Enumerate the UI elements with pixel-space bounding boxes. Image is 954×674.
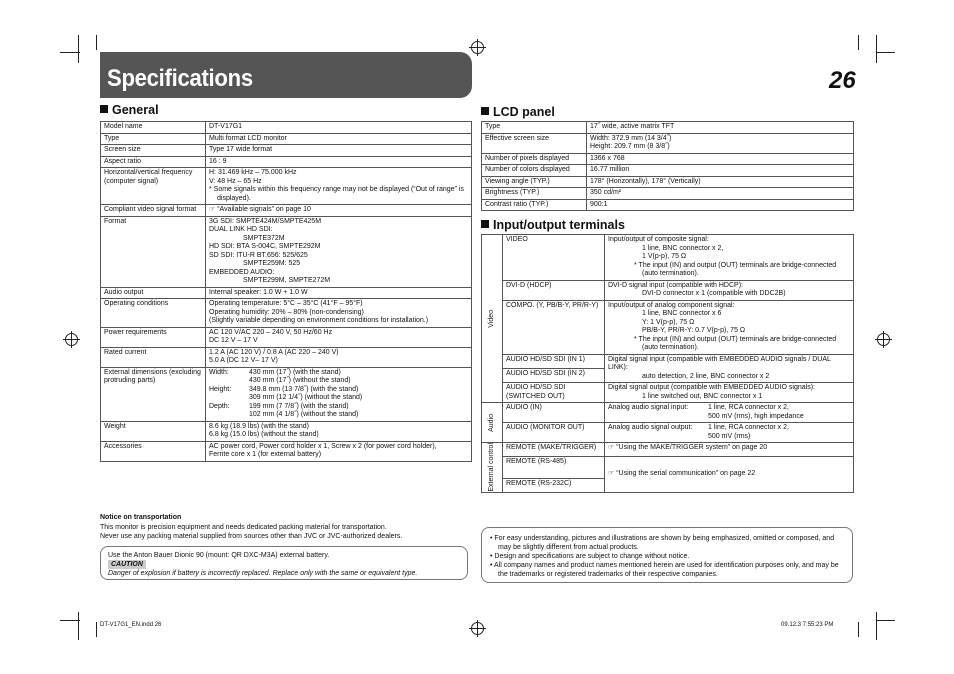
table-row: [482, 403, 854, 423]
spec-value: [206, 421, 472, 441]
general-heading: General: [100, 103, 159, 118]
spec-key: Compliant video signal format: [101, 205, 206, 217]
spec-key: Accessories: [101, 441, 206, 461]
spec-line: Digital signal input (compatible with EMBEDDED AUDIO signals / DUAL LINK):: [608, 355, 831, 371]
note-item: • Design and specifications are subject to change without notice.: [490, 553, 690, 560]
spec-key: Operating conditions: [101, 299, 206, 328]
dimension-line: 430 mm (17˝) (with the stand): [249, 368, 341, 376]
spec-line: DC 12 V – 17 V: [209, 337, 258, 344]
dimension-values: [249, 403, 468, 420]
table-row: [101, 145, 472, 157]
spec-line: 1 line, RCA connector x 2,: [708, 424, 789, 431]
page-title: Specifications: [107, 65, 253, 92]
dimension-group: [209, 403, 468, 420]
battery-note: Use the Anton Bauer Dionic 90 (mount: QR DXC-M3A) external battery.: [108, 552, 330, 559]
square-bullet-icon: [100, 105, 108, 113]
footer-timestamp: 09.12.3 7:55:23 PM: [781, 622, 834, 628]
spec-line: Height: 209.7 mm (8 3/8˝): [590, 143, 670, 150]
spec-value: [605, 423, 854, 443]
spec-line: 1.2 A (AC 120 V) / 0.8 A (AC 220 – 240 V): [209, 348, 339, 356]
spec-key: REMOTE (RS-485): [503, 457, 605, 479]
spec-key: Aspect ratio: [101, 156, 206, 168]
table-row: [101, 205, 472, 217]
spec-line: 1 line, BNC connector x 2,: [642, 244, 724, 252]
spec-value: [206, 133, 472, 145]
dimension-group: [209, 369, 468, 386]
transport-notice: [100, 513, 480, 542]
spec-key: Contrast ratio (TYP.): [482, 199, 587, 211]
group-label: Video: [487, 309, 495, 328]
spec-line: DVI-D connector x 1 (compatible with DDC2B): [642, 290, 786, 297]
spec-value: [587, 153, 854, 165]
spec-line: 500 mV (rms), high impedance: [708, 412, 804, 420]
spec-line: 6.8 kg (15.0 lbs) (without the stand): [209, 431, 319, 438]
dimension-line: 430 mm (17˝) (without the stand): [249, 377, 351, 384]
dimension-label: Depth:: [209, 402, 230, 410]
square-bullet-icon: [481, 220, 489, 228]
spec-line: 350 cd/m²: [590, 189, 622, 196]
spec-value: [587, 122, 854, 134]
spec-value: [206, 299, 472, 328]
spec-key: External dimensions (excluding protruding parts): [101, 367, 206, 421]
table-row: [101, 168, 472, 205]
spec-value: [605, 383, 854, 403]
group-cell: [482, 235, 503, 403]
spec-value: [206, 287, 472, 299]
spec-line: 1366 x 768: [590, 154, 625, 162]
spec-value: [587, 199, 854, 211]
spec-line: 1 line switched out, BNC connector x 1: [642, 392, 763, 400]
spec-key: Number of colors displayed: [482, 165, 587, 177]
table-row: [482, 153, 854, 165]
spec-key: VIDEO: [503, 235, 605, 281]
table-row: [101, 421, 472, 441]
spec-value: [605, 354, 854, 383]
spec-line: Width: 372.9 mm (14 3/4˝): [590, 134, 672, 142]
audio-label: Analog audio signal input:: [608, 404, 689, 411]
spec-value: [587, 188, 854, 200]
dimension-line: 199 mm (7 7/8˝) (with the stand): [249, 402, 349, 410]
spec-key: Model name: [101, 122, 206, 134]
spec-value: [206, 145, 472, 157]
spec-line: ☞ “Available signals” on page 10: [209, 206, 311, 213]
io-spec-table: [481, 234, 854, 493]
table-row: [482, 443, 854, 457]
spec-line: Ferrite core x 1 (for external battery): [209, 451, 322, 458]
table-row: [101, 327, 472, 347]
spec-key: Format: [101, 216, 206, 287]
note-item: • For easy understanding, pictures and illustrations are shown by being emphasized, omitted or composed, and may be slightly different from actual products.: [490, 535, 835, 551]
spec-line: Digital signal output (compatible with EMBEDDED AUDIO signals):: [608, 384, 815, 391]
table-row: [101, 299, 472, 328]
spec-key: Audio output: [101, 287, 206, 299]
spec-value: [206, 122, 472, 134]
spec-key: AUDIO HD/SD SDI (IN 2): [503, 368, 605, 382]
spec-line: Operating humidity: 20% – 80% (non-condensing): [209, 308, 364, 316]
spec-key: AUDIO (MONITOR OUT): [503, 423, 605, 443]
spec-key: Brightness (TYP.): [482, 188, 587, 200]
spec-line: 16 : 9: [209, 157, 227, 165]
table-row: [101, 133, 472, 145]
spec-line: SD SDI: ITU-R BT.656: 525/625: [209, 251, 308, 259]
spec-line: Input/output of analog component signal:: [608, 301, 735, 309]
table-row: [482, 280, 854, 300]
spec-line: AC 120 V/AC 220 – 240 V, 50 Hz/60 Hz: [209, 328, 333, 336]
spec-value: [206, 441, 472, 461]
table-row: [482, 122, 854, 134]
spec-value: ☞ “Using the serial communication” on page 22: [605, 457, 854, 493]
dimension-values: [249, 386, 468, 403]
spec-value: [605, 235, 854, 281]
table-row: [101, 441, 472, 461]
spec-line: Operating temperature: 5°C – 35°C (41°F – 95°F): [209, 300, 363, 307]
dimension-values: [249, 369, 468, 386]
audio-spec: [608, 424, 850, 441]
spec-line: 1 line, RCA connector x 2,: [708, 404, 789, 411]
spec-value: [206, 205, 472, 217]
transport-line: Never use any packing material supplied from sources other than JVC or JVC-authorized dealers.: [100, 533, 403, 540]
dimension-label: Width:: [209, 368, 229, 376]
audio-label: Analog audio signal output:: [608, 424, 693, 431]
spec-value: [587, 176, 854, 188]
spec-key: Number of pixels displayed: [482, 153, 587, 165]
spec-note: * Some signals within this frequency range may not be displayed (“Out of range” is displayed).: [209, 186, 464, 202]
spec-value: [206, 156, 472, 168]
spec-line: 900:1: [590, 200, 608, 208]
spec-key: Type: [482, 122, 587, 134]
table-row: [101, 156, 472, 168]
spec-line: DVI-D signal input (compatible with HDCP):: [608, 281, 743, 289]
spec-note: * The input (IN) and output (OUT) terminals are bridge-connected (auto termination).: [634, 261, 837, 277]
spec-line: SMPTE259M: 525: [243, 260, 301, 267]
spec-key: Horizontal/vertical frequency (computer signal): [101, 168, 206, 205]
spec-value: [206, 327, 472, 347]
spec-key: Type: [101, 133, 206, 145]
transport-line: This monitor is precision equipment and needs dedicated packing material for transportation.: [100, 523, 387, 531]
table-row: [101, 287, 472, 299]
spec-line: SMPTE299M, SMPTE272M: [243, 277, 331, 284]
spec-line: Y: 1 V(p-p), 75 Ω: [642, 318, 695, 326]
group-label: Audio: [487, 413, 495, 432]
table-row: [101, 367, 472, 421]
dimension-line: 102 mm (4 1/8˝) (without the stand): [249, 411, 359, 418]
spec-line: auto detection, 2 line, BNC connector x 2: [642, 372, 770, 380]
spec-line: 1 V(p-p), 75 Ω: [642, 253, 687, 260]
audio-values: [708, 424, 850, 441]
table-row: [101, 122, 472, 134]
spec-value: [587, 165, 854, 177]
io-heading: Input/output terminals: [481, 218, 625, 233]
audio-spec: [608, 404, 850, 421]
spec-key: COMPO. (Y, PB/B-Y, PR/R-Y): [503, 300, 605, 354]
caution-label: CAUTION: [108, 560, 146, 569]
group-label: External control: [487, 443, 495, 492]
group-cell: [482, 403, 503, 443]
spec-line: 3G SDI: SMPTE424M/SMPTE425M: [209, 217, 322, 225]
lcd-spec-table: [481, 121, 854, 211]
table-row: [482, 199, 854, 211]
table-row: [482, 188, 854, 200]
dimension-line: 349.8 mm (13 7/8˝) (with the stand): [249, 385, 359, 393]
spec-key: REMOTE (RS-232C): [503, 478, 605, 492]
spec-key: AUDIO HD/SD SDI (IN 1): [503, 354, 605, 368]
spec-line: 8.6 kg (18.9 lbs) (with the stand): [209, 422, 309, 430]
table-row: [482, 133, 854, 153]
dimension-group: [209, 386, 468, 403]
caution-text: Danger of explosion if battery is incorrectly replaced. Replace only with the same or equivalent type.: [108, 570, 418, 577]
spec-key: AUDIO HD/SD SDI (SWITCHED OUT): [503, 383, 605, 403]
table-row: [482, 423, 854, 443]
table-row: [482, 176, 854, 188]
spec-line: (Slightly variable depending on environment conditions for installation.): [209, 317, 429, 324]
note-item: • All company names and product names mentioned herein are used for identification purposes only, and may be the trademarks or registered trademarks of their respective companies.: [490, 562, 839, 578]
audio-values: [708, 404, 850, 421]
spec-key: REMOTE (MAKE/TRIGGER): [503, 443, 605, 457]
spec-key: AUDIO (IN): [503, 403, 605, 423]
spec-line: Internal speaker: 1.0 W + 1.0 W: [209, 288, 308, 296]
spec-value: [605, 300, 854, 354]
lcd-heading: LCD panel: [481, 105, 555, 120]
table-row: [482, 165, 854, 177]
spec-key: Power requirements: [101, 327, 206, 347]
spec-key: DVI-D (HDCP): [503, 280, 605, 300]
spec-line: DT-V17G1: [209, 123, 243, 130]
transport-heading: Notice on transportation: [100, 514, 182, 521]
spec-note: * The input (IN) and output (OUT) terminals are bridge-connected (auto termination).: [634, 335, 837, 351]
spec-line: 1 line, BNC connector x 6: [642, 310, 722, 317]
spec-line: 500 mV (rms): [708, 432, 751, 440]
spec-value: [206, 216, 472, 287]
spec-key: Viewing angle (TYP.): [482, 176, 587, 188]
square-bullet-icon: [481, 107, 489, 115]
general-spec-table: [100, 121, 472, 462]
spec-value: [206, 367, 472, 421]
spec-line: 16.77 million: [590, 166, 630, 173]
spec-value: [587, 133, 854, 153]
table-row: [482, 354, 854, 368]
spec-line: DUAL LINK HD SDI:: [209, 226, 273, 233]
spec-value: [605, 403, 854, 423]
spec-line: PB/B-Y, PR/R-Y: 0.7 V(p-p), 75 Ω: [642, 327, 746, 334]
spec-line: Input/output of composite signal:: [608, 236, 709, 243]
table-row: [101, 347, 472, 367]
dimension-label: Height:: [209, 385, 232, 393]
table-row: [482, 383, 854, 403]
dimension-line: 309 mm (12 1/4˝) (without the stand): [249, 394, 363, 401]
spec-line: AC power cord, Power cord holder x 1, Screw x 2 (for power cord holder),: [209, 442, 437, 450]
spec-value: [206, 347, 472, 367]
spec-key: Rated current: [101, 347, 206, 367]
table-row: [482, 300, 854, 354]
spec-line: EMBEDDED AUDIO:: [209, 268, 275, 276]
spec-line: 17˝ wide, active matrix TFT: [590, 123, 675, 130]
page-number: 26: [829, 67, 856, 94]
spec-line: HD SDI: BTA S-004C, SMPTE292M: [209, 243, 321, 250]
spec-line: H: 31.469 kHz – 75.000 kHz: [209, 169, 297, 176]
spec-line: Type 17 wide format: [209, 146, 273, 153]
table-row: [482, 235, 854, 281]
spec-line: Multi format LCD monitor: [209, 134, 287, 142]
spec-value: [605, 280, 854, 300]
group-cell: [482, 443, 503, 493]
spec-key: Screen size: [101, 145, 206, 157]
spec-line: 178° (Horizontally), 178° (Vertically): [590, 177, 701, 185]
notes-box: [481, 527, 853, 583]
footer-file-info: DT-V17G1_EN.indd 26: [100, 622, 162, 628]
spec-line: SMPTE372M: [243, 234, 285, 242]
table-row: [482, 457, 854, 479]
spec-key: Weight: [101, 421, 206, 441]
caution-box: [100, 546, 468, 580]
spec-value: ☞ “Using the MAKE/TRIGGER system” on page 20: [605, 443, 854, 457]
spec-value: [206, 168, 472, 205]
spec-key: Effective screen size: [482, 133, 587, 153]
spec-line: 5.0 A (DC 12 V– 17 V): [209, 357, 278, 364]
table-row: [101, 216, 472, 287]
spec-line: V: 48 Hz – 65 Hz: [209, 177, 262, 185]
